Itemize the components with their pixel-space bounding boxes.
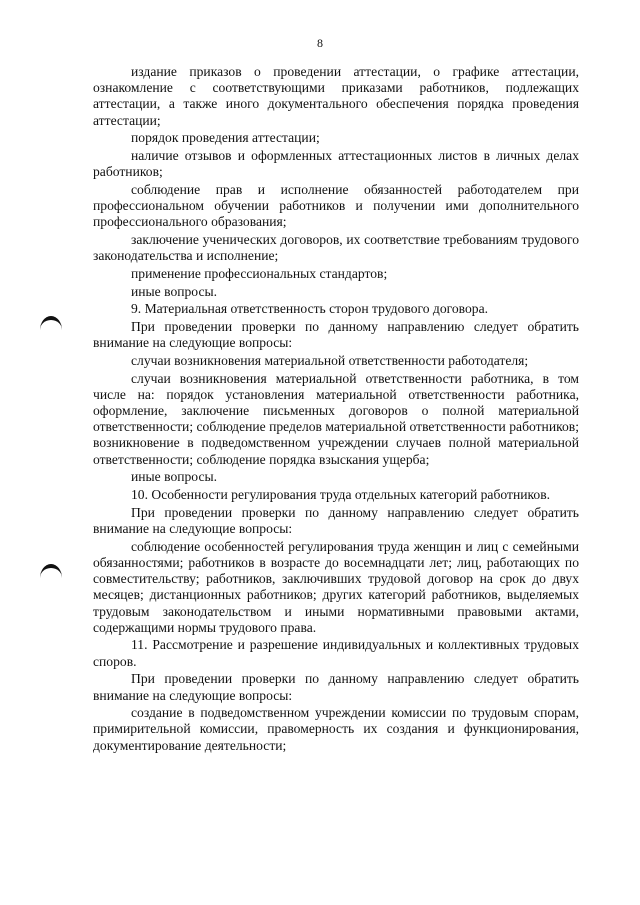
paragraph: соблюдение особенностей регулирования труда женщин и лиц с семейными обязанностями; работников в возрасте до восемнадцати лет; лиц, работающих по совместительству; работников, заключивших трудовой договор на срок до двух месяцев; дистанционных работников; других категорий работников, выделяемых трудовым законодательством и иными нормативными правовыми актами, содержащими нормы трудового права.: [93, 538, 579, 635]
paragraph: применение профессиональных стандартов;: [131, 265, 388, 281]
section-heading: 11. Рассмотрение и разрешение индивидуальных и коллективных трудовых споров.: [93, 637, 579, 669]
document-body: [93, 64, 579, 755]
paragraph: порядок проведения аттестации;: [131, 130, 320, 146]
paragraph: заключение ученических договоров, их соответствие требованиям трудового законодательства и исполнение;: [93, 232, 579, 264]
margin-mark: [40, 564, 62, 578]
paragraph: издание приказов о проведении аттестации, о графике аттестации, ознакомление с соответствующими приказами работников, подлежащих аттестации, а также иного документального обеспечения порядка проведения аттестации;: [93, 64, 579, 128]
paragraph: При проведении проверки по данному направлению следует обратить внимание на следующие вопросы:: [93, 671, 579, 703]
paragraph: случаи возникновения материальной ответственности работодателя;: [131, 352, 529, 368]
paragraph: При проведении проверки по данному направлению следует обратить внимание на следующие вопросы:: [93, 504, 579, 536]
paragraph: создание в подведомственном учреждении комиссии по трудовым спорам, примирительной комиссии, правомерность их создания и функционирования, документирование деятельности;: [93, 705, 579, 753]
section-heading: 10. Особенности регулирования труда отдельных категорий работников.: [131, 487, 551, 503]
paragraph: иные вопросы.: [131, 283, 218, 299]
paragraph: случаи возникновения материальной ответственности работника, в том числе на: порядок установления материальной ответственности работника, оформление, заключение письменных договоров о полной материальной ответственности; соблюдение пределов материальной ответственности работников; возникновение в подведомственном учреждении случаев полной материальной ответственности; соблюдение порядка взыскания ущерба;: [93, 370, 579, 467]
paragraph: При проведении проверки по данному направлению следует обратить внимание на следующие вопросы:: [93, 319, 579, 351]
paragraph: наличие отзывов и оформленных аттестационных листов в личных делах работников;: [93, 148, 579, 180]
paragraph: иные вопросы.: [131, 469, 218, 485]
section-heading: 9. Материальная ответственность сторон трудового договора.: [131, 301, 489, 317]
margin-mark: [40, 316, 62, 330]
page-number: 8: [317, 36, 323, 50]
paragraph: соблюдение прав и исполнение обязанностей работодателем при профессиональном обучении работников и получении ими дополнительного профессионального образования;: [93, 181, 579, 230]
